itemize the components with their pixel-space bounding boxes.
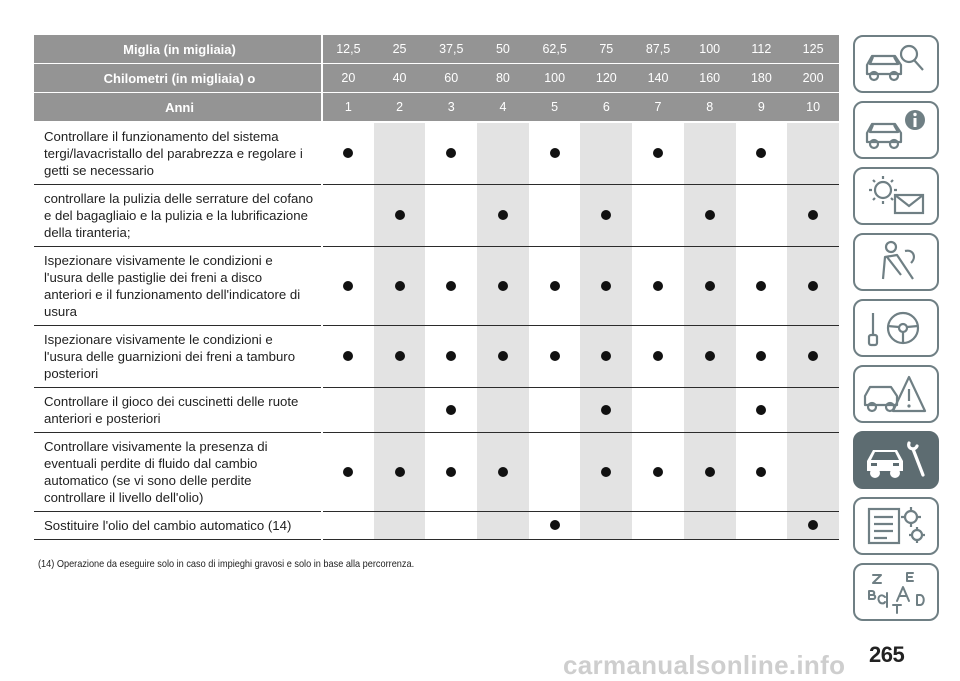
check-dot-icon xyxy=(343,467,353,477)
schedule-cell xyxy=(322,122,374,185)
check-dot-icon xyxy=(498,351,508,361)
check-dot-icon xyxy=(653,351,663,361)
check-dot-icon xyxy=(601,467,611,477)
car-wrench-icon xyxy=(861,437,931,483)
check-dot-icon xyxy=(498,467,508,477)
header-value: 4 xyxy=(477,93,529,123)
schedule-cell xyxy=(477,247,529,326)
maintenance-task: Ispezionare visivamente le condizioni e l'usura delle guarnizioni dei freni a tamburo posteriori xyxy=(34,326,322,388)
schedule-cell xyxy=(684,122,736,185)
schedule-cell xyxy=(580,388,632,433)
header-value: 20 xyxy=(322,64,374,93)
header-value: 50 xyxy=(477,35,529,64)
maintenance-task: Controllare il gioco dei cuscinetti delle ruote anteriori e posteriori xyxy=(34,388,322,433)
schedule-cell xyxy=(787,512,839,540)
header-value: 3 xyxy=(425,93,477,123)
check-dot-icon xyxy=(498,210,508,220)
header-value: 6 xyxy=(580,93,632,123)
header-value: 10 xyxy=(787,93,839,123)
check-dot-icon xyxy=(601,210,611,220)
check-dot-icon xyxy=(446,405,456,415)
schedule-cell xyxy=(787,326,839,388)
specs-gears-icon xyxy=(861,503,931,549)
schedule-cell xyxy=(425,512,477,540)
tab-starting-driving[interactable] xyxy=(853,299,939,357)
schedule-cell xyxy=(374,388,426,433)
car-info-icon xyxy=(861,107,931,153)
schedule-cell xyxy=(632,122,684,185)
schedule-cell xyxy=(787,247,839,326)
header-value: 40 xyxy=(374,64,426,93)
header-value: 60 xyxy=(425,64,477,93)
schedule-cell xyxy=(580,512,632,540)
schedule-cell xyxy=(787,185,839,247)
schedule-cell xyxy=(736,247,788,326)
schedule-cell xyxy=(736,122,788,185)
check-dot-icon xyxy=(446,467,456,477)
header-value: 140 xyxy=(632,64,684,93)
table-row xyxy=(34,122,839,185)
check-dot-icon xyxy=(705,210,715,220)
maintenance-task: Sostituire l'olio del cambio automatico (14) xyxy=(34,512,322,540)
header-value: 2 xyxy=(374,93,426,123)
schedule-cell xyxy=(580,433,632,512)
schedule-cell xyxy=(374,122,426,185)
check-dot-icon xyxy=(395,281,405,291)
schedule-cell xyxy=(580,247,632,326)
check-dot-icon xyxy=(653,281,663,291)
table-row xyxy=(34,247,839,326)
check-dot-icon xyxy=(808,520,818,530)
schedule-cell xyxy=(322,185,374,247)
schedule-cell xyxy=(322,247,374,326)
check-dot-icon xyxy=(601,281,611,291)
header-value: 87,5 xyxy=(632,35,684,64)
schedule-cell xyxy=(374,185,426,247)
schedule-cell xyxy=(374,433,426,512)
tab-maintenance[interactable] xyxy=(853,431,939,489)
header-value: 8 xyxy=(684,93,736,123)
check-dot-icon xyxy=(550,351,560,361)
check-dot-icon xyxy=(808,351,818,361)
check-dot-icon xyxy=(550,520,560,530)
header-row xyxy=(34,64,839,93)
header-value: 112 xyxy=(736,35,788,64)
maintenance-task: controllare la pulizia delle serrature del cofano e del bagagliaio e la pulizia e la lubrificazione della tiranteria; xyxy=(34,185,322,247)
check-dot-icon xyxy=(498,281,508,291)
schedule-cell xyxy=(632,388,684,433)
header-value: 180 xyxy=(736,64,788,93)
table-row xyxy=(34,433,839,512)
schedule-cell xyxy=(529,247,581,326)
schedule-cell xyxy=(529,388,581,433)
tab-car-info[interactable] xyxy=(853,101,939,159)
schedule-cell xyxy=(684,388,736,433)
tab-index[interactable] xyxy=(853,563,939,621)
schedule-cell xyxy=(736,185,788,247)
check-dot-icon xyxy=(395,467,405,477)
footnote: (14) Operazione da eseguire solo in caso di impieghi gravosi e solo in base alla percorrenza. xyxy=(38,559,415,570)
schedule-cell xyxy=(787,122,839,185)
schedule-cell xyxy=(477,185,529,247)
header-value: 12,5 xyxy=(322,35,374,64)
header-value: 120 xyxy=(580,64,632,93)
schedule-cell xyxy=(425,388,477,433)
header-label: Anni xyxy=(34,93,322,123)
schedule-cell xyxy=(425,247,477,326)
schedule-cell xyxy=(529,512,581,540)
check-dot-icon xyxy=(808,210,818,220)
check-dot-icon xyxy=(446,351,456,361)
header-value: 37,5 xyxy=(425,35,477,64)
schedule-cell xyxy=(632,326,684,388)
check-dot-icon xyxy=(705,351,715,361)
check-dot-icon xyxy=(756,405,766,415)
header-label: Miglia (in migliaia) xyxy=(34,35,322,64)
check-dot-icon xyxy=(395,210,405,220)
table-row xyxy=(34,326,839,388)
watermark: carmanualsonline.info xyxy=(563,650,846,680)
schedule-cell xyxy=(374,512,426,540)
check-dot-icon xyxy=(705,281,715,291)
check-dot-icon xyxy=(343,281,353,291)
schedule-cell xyxy=(632,433,684,512)
table-row xyxy=(34,512,839,540)
tab-emergency[interactable] xyxy=(853,365,939,423)
schedule-cell xyxy=(425,185,477,247)
check-dot-icon xyxy=(756,351,766,361)
maintenance-task: Controllare visivamente la presenza di eventuali perdite di fluido dal cambio automatico (se vi sono delle perdite controllare il livello dell'olio) xyxy=(34,433,322,512)
check-dot-icon xyxy=(653,148,663,158)
header-row xyxy=(34,93,839,123)
check-dot-icon xyxy=(550,148,560,158)
header-value: 100 xyxy=(684,35,736,64)
schedule-cell xyxy=(787,388,839,433)
schedule-cell xyxy=(529,122,581,185)
maintenance-schedule-table xyxy=(34,35,839,540)
header-value: 9 xyxy=(736,93,788,123)
schedule-cell xyxy=(736,326,788,388)
tab-car-search[interactable] xyxy=(853,35,939,93)
schedule-cell xyxy=(632,185,684,247)
page-number: 265 xyxy=(869,642,905,667)
tab-technical-data[interactable] xyxy=(853,497,939,555)
check-dot-icon xyxy=(756,467,766,477)
table-row xyxy=(34,185,839,247)
header-value: 1 xyxy=(322,93,374,123)
schedule-cell xyxy=(736,433,788,512)
check-dot-icon xyxy=(343,148,353,158)
check-dot-icon xyxy=(601,351,611,361)
schedule-cell xyxy=(684,512,736,540)
check-dot-icon xyxy=(343,351,353,361)
header-row xyxy=(34,35,839,64)
schedule-cell xyxy=(529,433,581,512)
check-dot-icon xyxy=(653,467,663,477)
schedule-cell xyxy=(477,433,529,512)
check-dot-icon xyxy=(705,467,715,477)
header-value: 80 xyxy=(477,64,529,93)
schedule-cell xyxy=(580,326,632,388)
schedule-cell xyxy=(684,433,736,512)
header-value: 75 xyxy=(580,35,632,64)
tab-safety[interactable] xyxy=(853,233,939,291)
tab-warning-lights[interactable] xyxy=(853,167,939,225)
schedule-cell xyxy=(580,185,632,247)
schedule-cell xyxy=(736,512,788,540)
schedule-cell xyxy=(632,512,684,540)
key-steering-wheel-icon xyxy=(861,305,931,351)
schedule-cell xyxy=(322,512,374,540)
check-dot-icon xyxy=(550,281,560,291)
header-value: 160 xyxy=(684,64,736,93)
schedule-cell xyxy=(477,326,529,388)
car-breakdown-triangle-icon xyxy=(861,371,931,417)
check-dot-icon xyxy=(808,281,818,291)
schedule-cell xyxy=(632,247,684,326)
header-value: 62,5 xyxy=(529,35,581,64)
header-value: 200 xyxy=(787,64,839,93)
schedule-cell xyxy=(736,388,788,433)
check-dot-icon xyxy=(395,351,405,361)
check-dot-icon xyxy=(756,148,766,158)
schedule-cell xyxy=(374,326,426,388)
schedule-cell xyxy=(477,122,529,185)
schedule-cell xyxy=(322,326,374,388)
seatbelt-airbag-icon xyxy=(861,239,931,285)
check-dot-icon xyxy=(446,148,456,158)
schedule-cell xyxy=(322,433,374,512)
header-value: 125 xyxy=(787,35,839,64)
schedule-cell xyxy=(425,433,477,512)
car-search-icon xyxy=(861,41,931,87)
header-value: 7 xyxy=(632,93,684,123)
header-value: 5 xyxy=(529,93,581,123)
schedule-cell xyxy=(425,326,477,388)
maintenance-task: Controllare il funzionamento del sistema tergi/lavacristallo del parabrezza e regolare i getti se necessario xyxy=(34,122,322,185)
schedule-cell xyxy=(374,247,426,326)
schedule-cell xyxy=(529,185,581,247)
schedule-cell xyxy=(684,185,736,247)
warning-light-message-icon xyxy=(861,173,931,219)
alphabet-index-icon xyxy=(861,569,931,615)
header-value: 100 xyxy=(529,64,581,93)
maintenance-task: Ispezionare visivamente le condizioni e l'usura delle pastiglie dei freni a disco anteriori e il funzionamento dell'indicatore di usura xyxy=(34,247,322,326)
table-row xyxy=(34,388,839,433)
schedule-cell xyxy=(322,388,374,433)
schedule-cell xyxy=(477,388,529,433)
schedule-cell xyxy=(684,326,736,388)
schedule-cell xyxy=(425,122,477,185)
schedule-cell xyxy=(787,433,839,512)
schedule-cell xyxy=(529,326,581,388)
header-label: Chilometri (in migliaia) o xyxy=(34,64,322,93)
check-dot-icon xyxy=(446,281,456,291)
header-value: 25 xyxy=(374,35,426,64)
check-dot-icon xyxy=(601,405,611,415)
schedule-cell xyxy=(580,122,632,185)
schedule-cell xyxy=(477,512,529,540)
schedule-cell xyxy=(684,247,736,326)
check-dot-icon xyxy=(756,281,766,291)
